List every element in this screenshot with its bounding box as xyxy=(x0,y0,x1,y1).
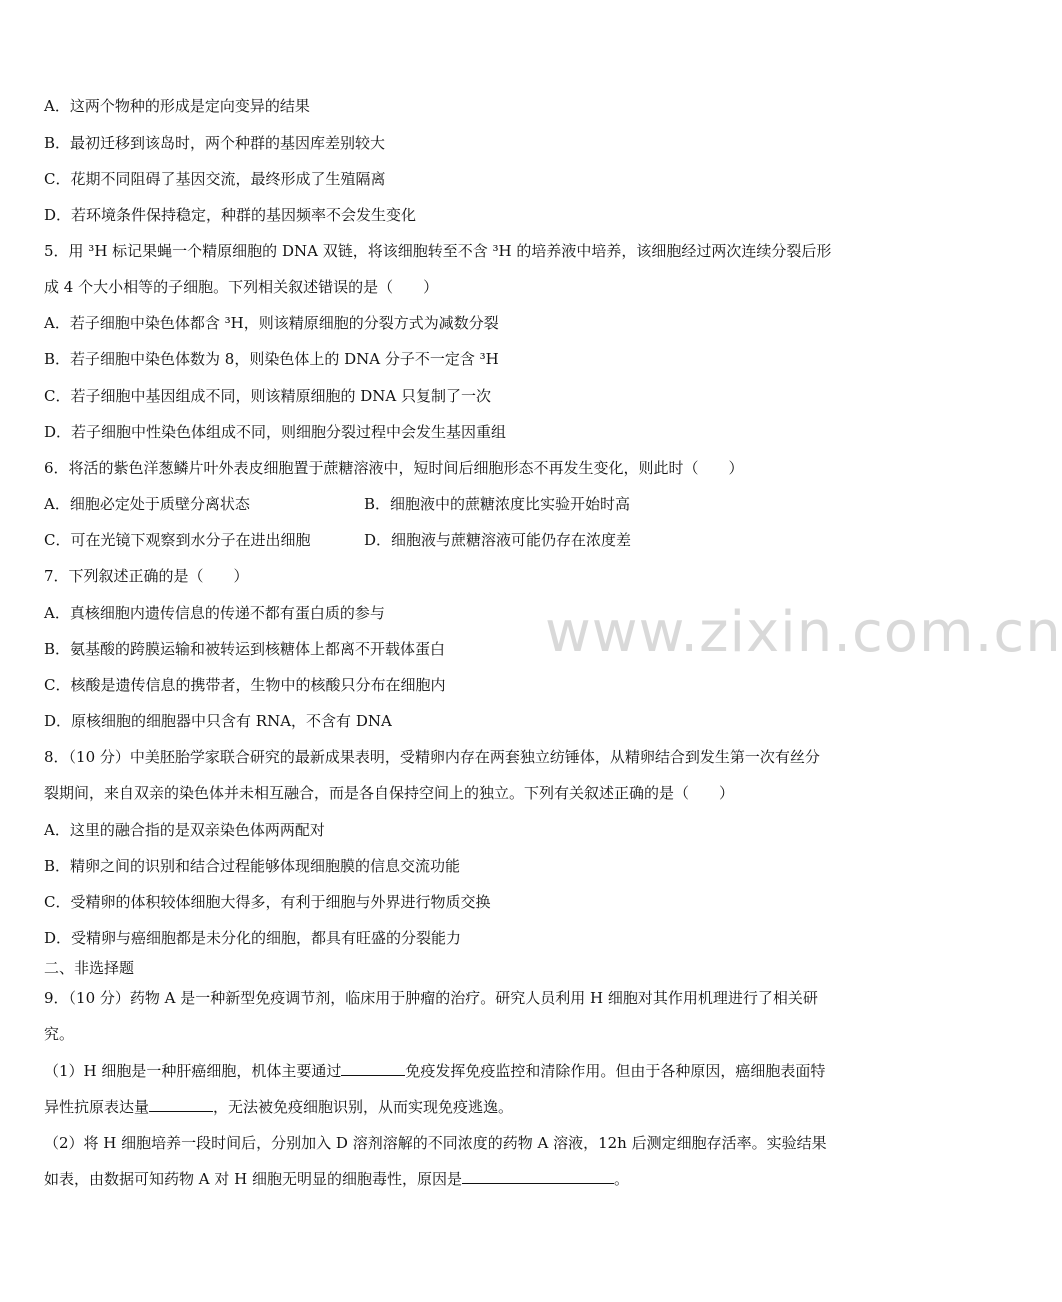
answer-blank-3[interactable] xyxy=(462,1169,614,1184)
q7-option-a: A．真核细胞内遗传信息的传递不都有蛋白质的参与 xyxy=(44,604,385,622)
q9-part1-line1 xyxy=(44,1061,880,1081)
q5-stem-line2: 成 4 个大小相等的子细胞。下列相关叙述错误的是（ ） xyxy=(44,278,439,296)
watermark: www.zixin.com.cn xyxy=(545,600,1062,665)
q7-option-c: C．核酸是遗传信息的携带者，生物中的核酸只分布在细胞内 xyxy=(44,676,446,694)
q7-option-b: B．氨基酸的跨膜运输和被转运到核糖体上都离不开载体蛋白 xyxy=(44,640,446,658)
q5-option-c: C．若子细胞中基因组成不同，则该精原细胞的 DNA 只复制了一次 xyxy=(44,387,491,405)
q8-option-b: B．精卵之间的识别和结合过程能够体现细胞膜的信息交流功能 xyxy=(44,857,461,875)
q9-part1-text-a: （1）H 细胞是一种肝癌细胞，机体主要通过 xyxy=(44,1062,342,1080)
answer-blank-2[interactable] xyxy=(149,1097,213,1112)
q5-option-d: D．若子细胞中性染色体组成不同，则细胞分裂过程中会发生基因重组 xyxy=(44,423,507,441)
q9-part1-text-c: 异性抗原表达量 xyxy=(44,1098,150,1116)
q8-option-d: D．受精卵与癌细胞都是未分化的细胞，都具有旺盛的分裂能力 xyxy=(44,929,462,947)
section-heading: 二、非选择题 xyxy=(44,959,135,977)
q6-row-cd xyxy=(44,530,880,550)
q9-stem-line2: 究。 xyxy=(44,1025,75,1043)
q9-part1-text-d: ，无法被免疫细胞识别，从而实现免疫逃逸。 xyxy=(213,1098,514,1116)
q8-option-a: A．这里的融合指的是双亲染色体两两配对 xyxy=(44,821,325,839)
q7-stem: 7．下列叙述正确的是（ ） xyxy=(44,567,249,585)
q9-part2-line2 xyxy=(44,1169,880,1189)
q5-option-a: A．若子细胞中染色体都含 ³H，则该精原细胞的分裂方式为减数分裂 xyxy=(44,314,499,332)
q9-part1-line2 xyxy=(44,1097,880,1117)
q9-part2-text-b: 。 xyxy=(614,1170,630,1188)
q8-stem-line1: 8．（10 分）中美胚胎学家联合研究的最新成果表明，受精卵内存在两套独立纺锤体，从精卵结合到发生第一次有丝分 xyxy=(44,748,820,766)
q6-row-ab xyxy=(44,494,880,514)
q9-part2-line1: （2）将 H 细胞培养一段时间后，分别加入 D 溶剂溶解的不同浓度的药物 A 溶液，12h 后测定细胞存活率。实验结果 xyxy=(44,1134,827,1152)
q4-option-d: D．若环境条件保持稳定，种群的基因频率不会发生变化 xyxy=(44,206,417,224)
q7-option-d: D．原核细胞的细胞器中只含有 RNA，不含有 DNA xyxy=(44,712,392,730)
answer-blank-1[interactable] xyxy=(341,1061,405,1076)
q4-option-b: B．最初迁移到该岛时，两个种群的基因库差别较大 xyxy=(44,134,386,152)
q5-option-b: B．若子细胞中染色体数为 8，则染色体上的 DNA 分子不一定含 ³H xyxy=(44,350,499,368)
q8-option-c: C．受精卵的体积较体细胞大得多，有利于细胞与外界进行物质交换 xyxy=(44,893,491,911)
q9-stem-line1: 9．（10 分）药物 A 是一种新型免疫调节剂，临床用于肿瘤的治疗。研究人员利用 H 细胞对其作用机理进行了相关研 xyxy=(44,989,818,1007)
q5-stem-line1: 5．用 ³H 标记果蝇一个精原细胞的 DNA 双链，将该细胞转至不含 ³H 的培养液中培养，该细胞经过两次连续分裂后形 xyxy=(44,242,832,260)
q9-part2-text-a: 如表，由数据可知药物 A 对 H 细胞无明显的细胞毒性，原因是 xyxy=(44,1170,462,1188)
q4-option-c: C．花期不同阻碍了基因交流，最终形成了生殖隔离 xyxy=(44,170,386,188)
q6-option-c: C．可在光镜下观察到水分子在进出细胞 xyxy=(44,531,311,549)
q9-part1-text-b: 免疫发挥免疫监控和清除作用。但由于各种原因，癌细胞表面特 xyxy=(405,1062,826,1080)
q4-option-a: A．这两个物种的形成是定向变异的结果 xyxy=(44,97,310,115)
q6-stem: 6．将活的紫色洋葱鳞片叶外表皮细胞置于蔗糖溶液中，短时间后细胞形态不再发生变化，则此时（ ） xyxy=(44,459,744,477)
q6-option-b: B．细胞液中的蔗糖浓度比实验开始时高 xyxy=(364,495,631,513)
q8-stem-line2: 裂期间，来自双亲的染色体并未相互融合，而是各自保持空间上的独立。下列有关叙述正确的是（ ） xyxy=(44,784,735,802)
q6-option-d: D．细胞液与蔗糖溶液可能仍存在浓度差 xyxy=(364,531,632,549)
q6-option-a: A．细胞必定处于质壁分离状态 xyxy=(44,495,250,513)
